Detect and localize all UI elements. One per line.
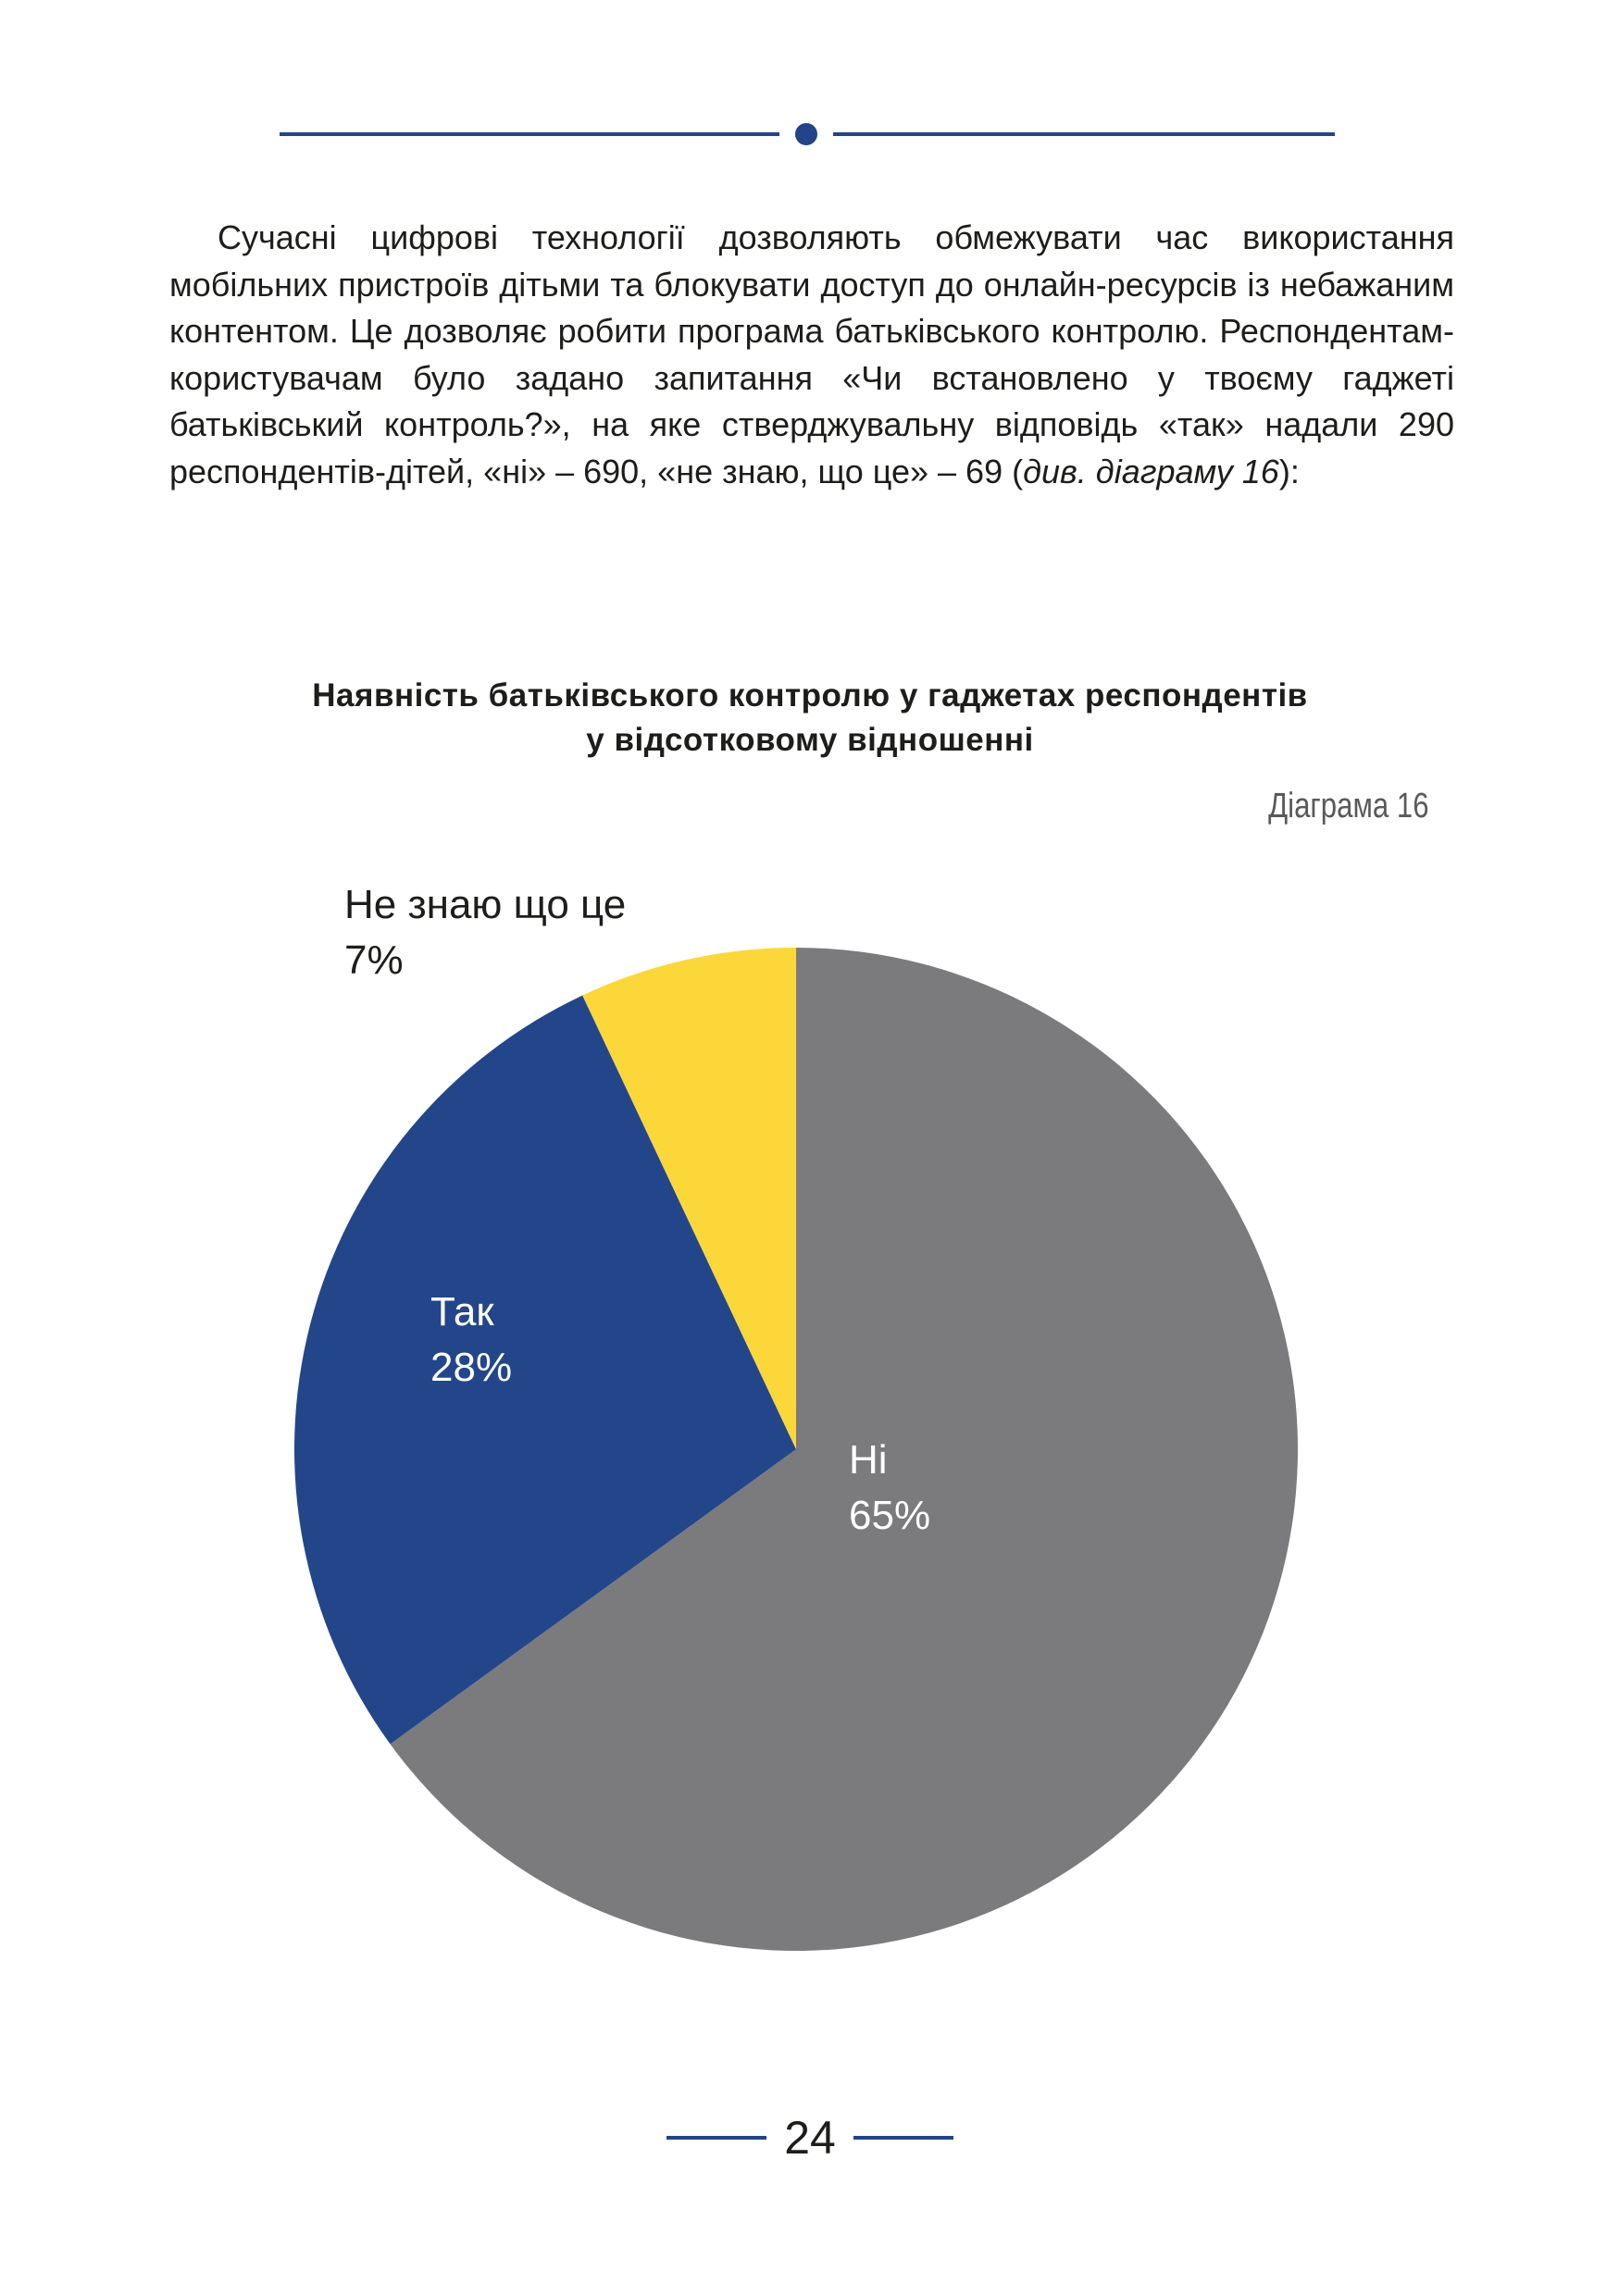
footer-rule-right	[853, 2136, 953, 2140]
paragraph-main-text: Сучасні цифрові технології дозволяють обмежувати час використання мобільних пристроїв дітьми та блокувати доступ до онлайн-ресурсів із небажаним контентом. Це дозволяє робити програма батьківського контролю. Респондентам-користувачам було задано запитання «Чи встановлено у твоєму гаджеті батьківський контроль?», на яке стверджувальну відповідь «так» надали 290 респондентів-дітей, «ні» – 690, «не знаю, що це» – 69 (	[169, 218, 1454, 490]
slice-dont-know-percent: 7%	[344, 937, 404, 983]
slice-label-dont-know	[344, 882, 626, 983]
paragraph-reference: див. діаграму 16	[1023, 452, 1279, 490]
pie-slices	[294, 948, 1298, 1951]
diagram-caption: Діаграма 16	[1268, 787, 1429, 825]
slice-no-label: Ні	[849, 1437, 888, 1483]
page-number: 24	[784, 2112, 836, 2164]
page-footer	[666, 2110, 953, 2166]
slice-yes-percent: 28%	[430, 1345, 513, 1390]
slice-no-percent: 65%	[849, 1493, 931, 1538]
chart-title-line-2: у відсотковому відношенні	[586, 722, 1034, 758]
footer-rule-left	[666, 2136, 766, 2140]
chart-title-line-1: Наявність батьківського контролю у гаджетах респондентів	[312, 677, 1308, 714]
slice-dont-know-label: Не знаю що це	[344, 882, 627, 927]
paragraph-closing: ):	[1278, 452, 1300, 490]
slice-yes-label: Так	[430, 1289, 494, 1334]
